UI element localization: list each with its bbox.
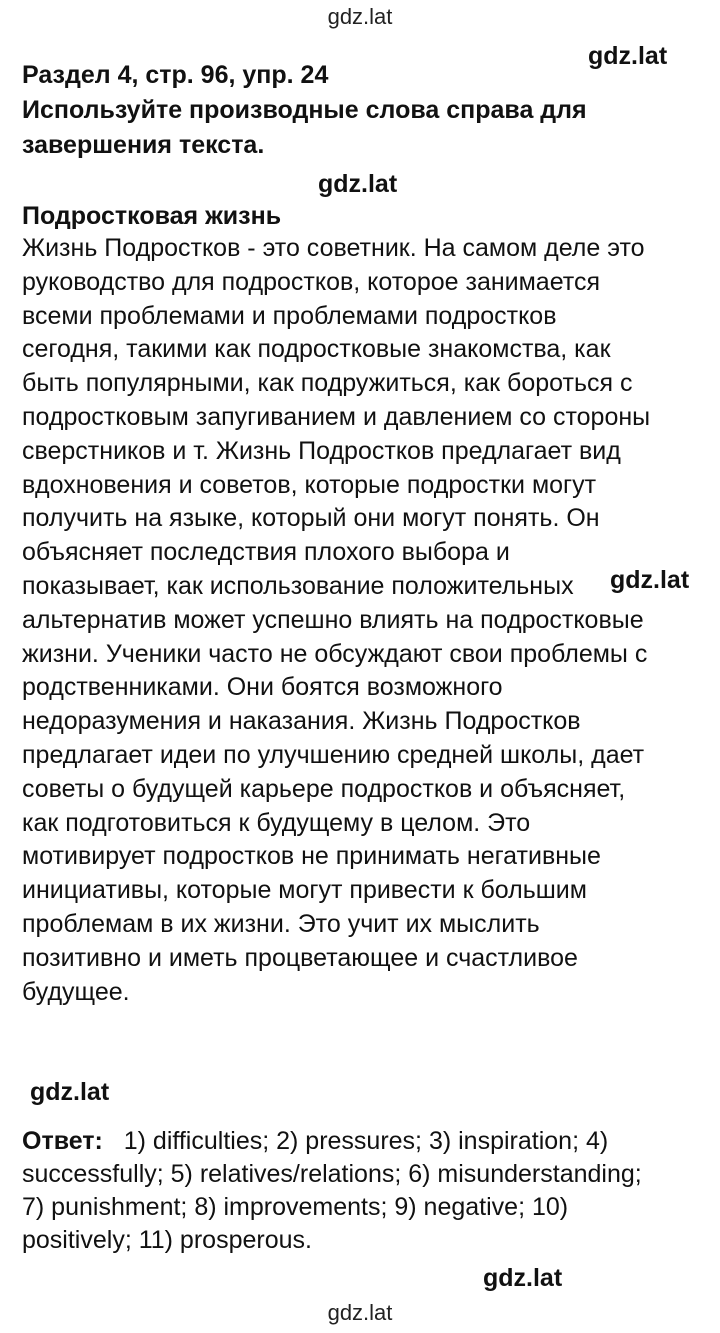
answer-line: 1) difficulties; 2) pressures; 3) inspiration; 4) [123, 1127, 609, 1155]
heading-line: Раздел 4, стр. 96, упр. 24 [22, 61, 329, 89]
watermark-mid-center: gdz.lat [318, 170, 398, 198]
exercise-heading [22, 58, 682, 163]
body-line: подростковым запугиванием и давлением со стороны [22, 402, 651, 431]
section-title: Подростковая жизнь [22, 202, 282, 230]
body-line: получить на языке, который они могут понять. Он [22, 504, 600, 533]
body-line: сегодня, такими как подростковые знакомства, как [22, 335, 611, 364]
answer-label: Ответ: [22, 1127, 103, 1155]
watermark-bottom-right: gdz.lat [483, 1264, 563, 1292]
watermark-below-text: gdz.lat [30, 1078, 110, 1106]
answer-line: 7) punishment; 8) improvements; 9) negative; 10) [22, 1193, 569, 1221]
heading-line: завершения текста. [22, 131, 265, 159]
body-line: всеми проблемами и проблемами подростков [22, 301, 557, 330]
body-line: показывает, как использование положительных [22, 571, 574, 600]
answer-block [22, 1125, 712, 1257]
body-line: родственниками. Они боятся возможного [22, 673, 503, 702]
watermark-right-middle: gdz.lat [610, 566, 690, 594]
body-line: вдохновения и советов, которые подростки могут [22, 470, 597, 499]
body-line: как подготовиться к будущему в целом. Это [22, 808, 531, 837]
watermark-top-center: gdz.lat [327, 4, 393, 29]
body-line: недоразумения и наказания. Жизнь Подростков [22, 707, 581, 736]
watermark-top-right: gdz.lat [588, 42, 668, 70]
body-line: будущее. [22, 977, 130, 1006]
body-line: альтернатив может успешно влиять на подростковые [22, 605, 644, 634]
body-line: предлагает идеи по улучшению средней школы, дает [22, 740, 645, 769]
body-line: советы о будущей карьере подростков и объясняет, [22, 774, 626, 803]
body-line: позитивно и иметь процветающее и счастливое [22, 943, 578, 972]
body-line: объясняет последствия плохого выбора и [22, 538, 510, 567]
body-line: сверстников и т. Жизнь Подростков предлагает вид [22, 436, 621, 465]
body-line: проблемам в их жизни. Это учит их мыслить [22, 909, 540, 938]
answer-line: positively; 11) prosperous. [22, 1226, 312, 1254]
heading-line: Используйте производные слова справа для [22, 96, 587, 124]
body-line: инициативы, которые могут привести к большим [22, 876, 587, 905]
body-line: быть популярными, как подружиться, как бороться с [22, 369, 633, 398]
answer-line: successfully; 5) relatives/relations; 6) misunderstanding; [22, 1160, 642, 1188]
watermark-bottom-center: gdz.lat [327, 1300, 393, 1325]
body-line: Жизнь Подростков - это советник. На самом деле это [22, 234, 645, 262]
body-line: мотивирует подростков не принимать негативные [22, 842, 601, 871]
body-text [22, 232, 717, 1009]
body-line: руководство для подростков, которое занимается [22, 267, 600, 296]
body-line: жизни. Ученики часто не обсуждают свои проблемы с [22, 639, 648, 668]
